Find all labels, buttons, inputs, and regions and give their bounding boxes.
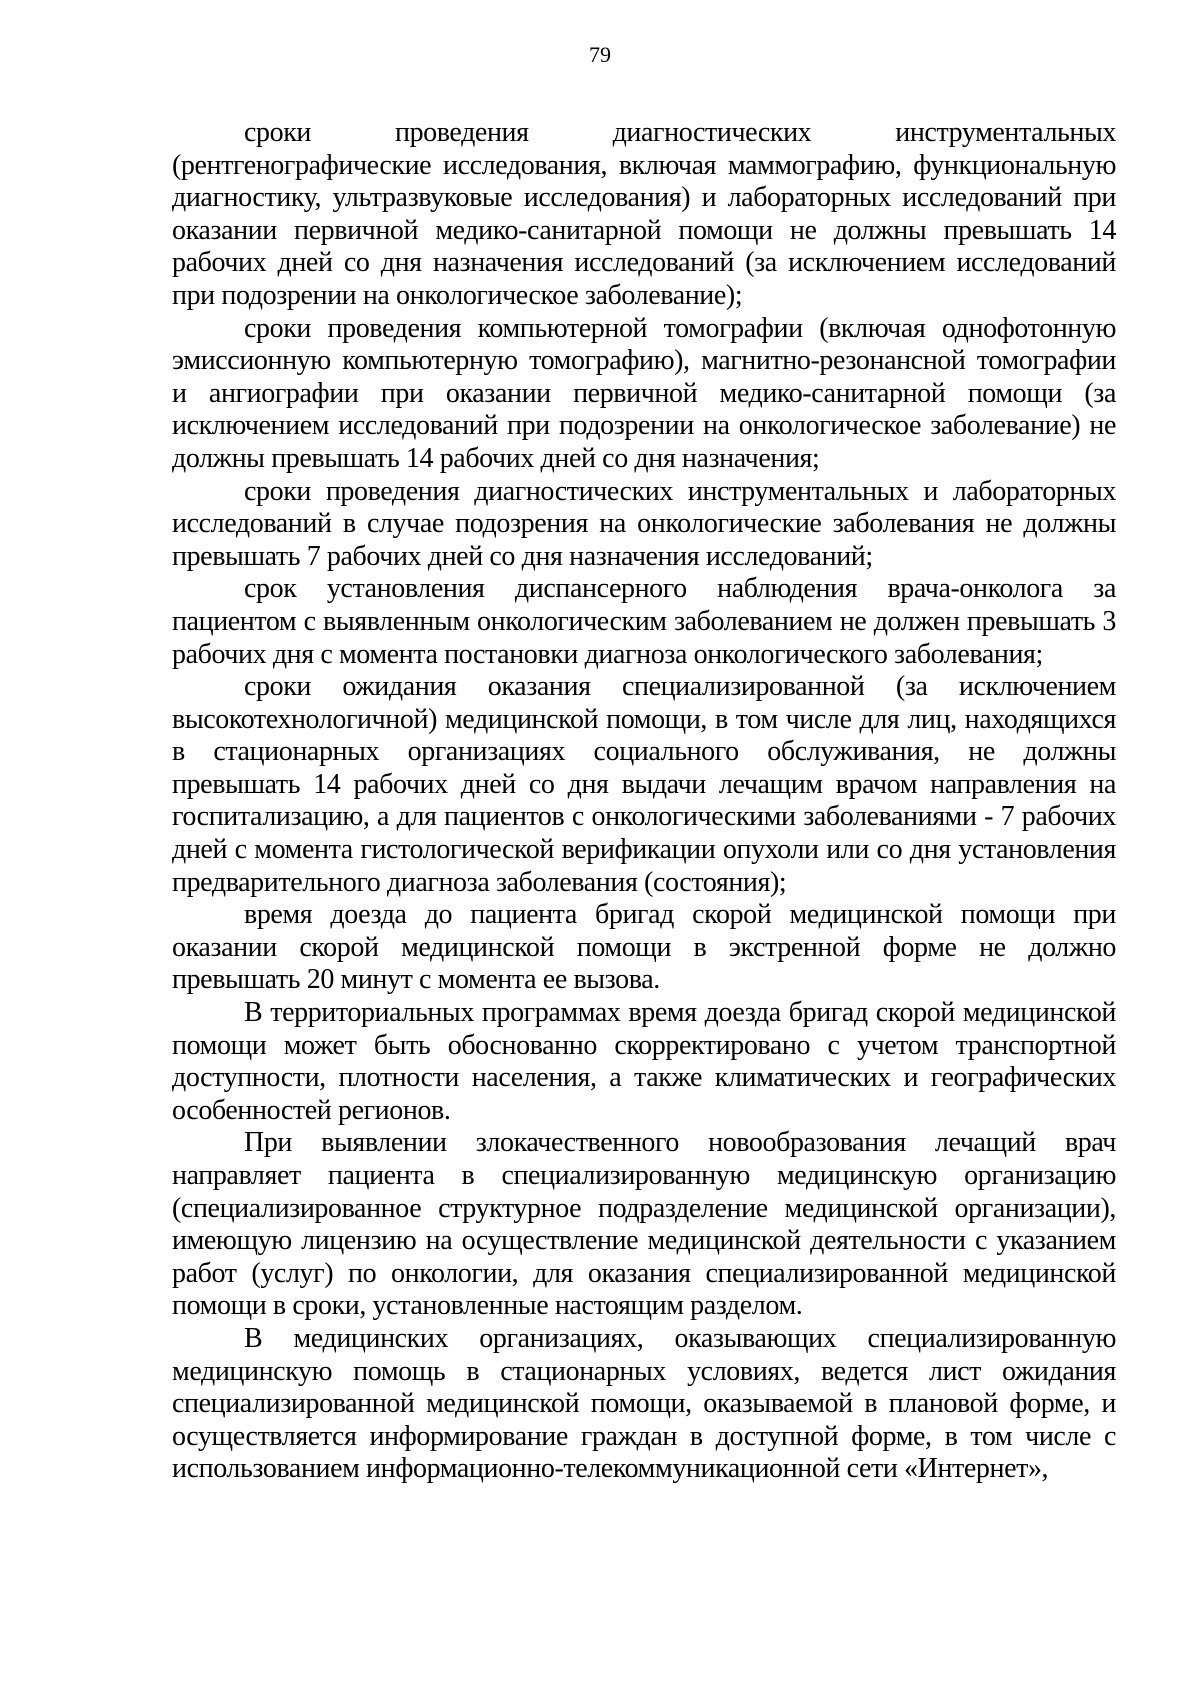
paragraph: В медицинских организациях, оказывающих специализированную медицинскую помощь в стационарных условиях, ведется лист ожидания специализированной медицинской помощи, оказываемой в плановой форме, и осуществляется информирование граждан в доступной форме, в том числе с использованием информационно-телекоммуникационной сети «Интернет», xyxy=(172,1322,1116,1485)
paragraph: сроки проведения диагностических инструментальных (рентгенографические исследования, включая маммографию, функциональную диагностику, ультразвуковые исследования) и лабораторных исследований при оказании первичной медико-санитарной помощи не должны превышать 14 рабочих дней со дня назначения исследований (за исключением исследований при подозрении на онкологическое заболевание); xyxy=(172,117,1116,311)
paragraph: При выявлении злокачественного новообразования лечащий врач направляет пациента в специализированную медицинскую организацию (специализированное структурное подразделение медицинской организации), имеющую лицензию на осуществление медицинской деятельности с указанием работ (услуг) по онкологии, для оказания специализированной медицинской помощи в сроки, установленные настоящим разделом. xyxy=(172,1127,1116,1322)
document-body xyxy=(172,117,1116,1486)
paragraph: сроки проведения диагностических инструментальных и лабораторных исследований в случае подозрения на онкологические заболевания не должны превышать 7 рабочих дней со дня назначения исследований; xyxy=(172,475,1116,572)
paragraph: время доезда до пациента бригад скорой медицинской помощи при оказании скорой медицинской помощи в экстренной форме не должно превышать 20 минут с момента ее вызова. xyxy=(172,899,1116,996)
paragraph: сроки проведения компьютерной томографии (включая однофотонную эмиссионную компьютерную томографию), магнитно-резонансной томографии и ангиографии при оказании первичной медико-санитарной помощи (за исключением исследований при подозрении на онкологическое заболевание) не должны превышать 14 рабочих дней со дня назначения; xyxy=(172,312,1116,474)
page-number: 79 xyxy=(589,42,611,67)
paragraph: сроки ожидания оказания специализированной (за исключением высокотехнологичной) медицинской помощи, в том числе для лиц, находящихся в стационарных организациях социального обслуживания, не должны превышать 14 рабочих дней со дня выдачи лечащим врачом направления на госпитализацию, а для пациентов с онкологическими заболеваниями - 7 рабочих дней с момента гистологической верификации опухоли или со дня установления предварительного диагноза заболевания (состояния); xyxy=(172,671,1116,898)
paragraph: срок установления диспансерного наблюдения врача-онколога за пациентом с выявленным онкологическим заболеванием не должен превышать 3 рабочих дня с момента постановки диагноза онкологического заболевания; xyxy=(172,573,1116,670)
paragraph: В территориальных программах время доезда бригад скорой медицинской помощи может быть обоснованно скорректировано с учетом транспортной доступности, плотности населения, а также климатических и географических особенностей регионов. xyxy=(172,997,1116,1126)
